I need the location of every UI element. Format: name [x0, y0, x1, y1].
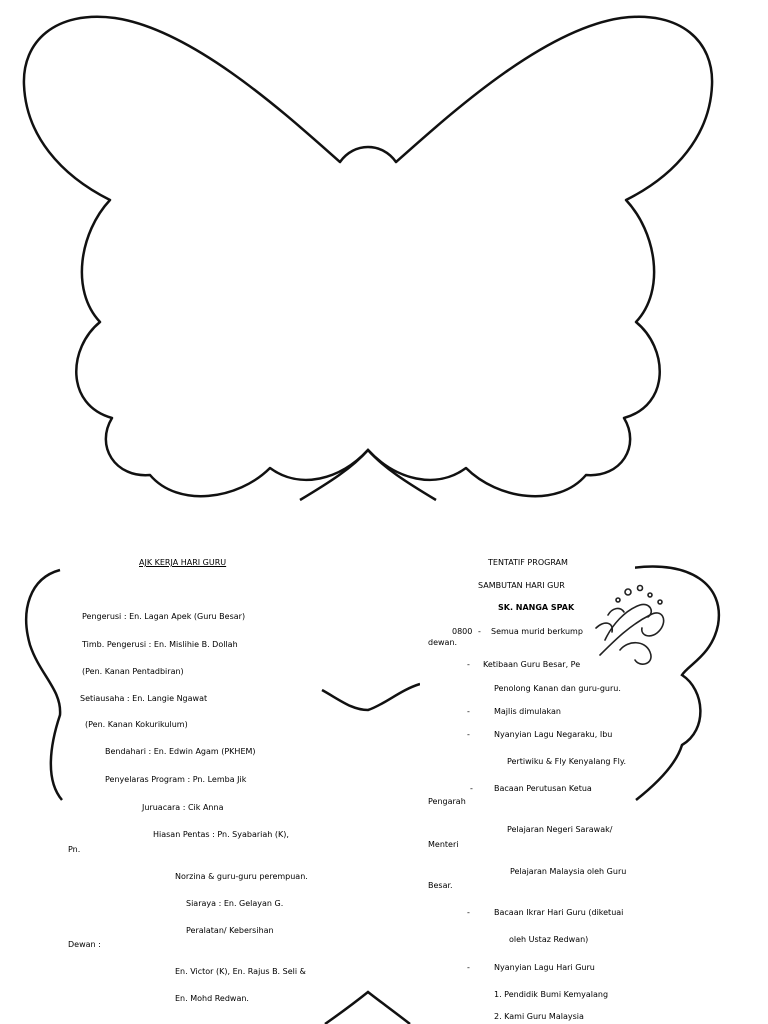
program-line: Pelajaran Malaysia oleh Guru	[510, 867, 627, 876]
program-line: dewan.	[428, 638, 458, 647]
program-dash: -	[470, 784, 473, 793]
ajk-line: Hiasan Pentas : Pn. Syabariah (K),	[153, 830, 289, 839]
program-title: TENTATIF PROGRAM	[488, 558, 568, 567]
program-subtitle: SAMBUTAN HARI GUR	[478, 581, 565, 590]
program-dash: -	[467, 707, 470, 716]
program-line: Semua murid berkump	[491, 627, 583, 636]
program-dash: -	[467, 660, 470, 669]
ajk-title: AJK KERJA HARI GURU	[139, 558, 227, 567]
program-school: SK. NANGA SPAK	[498, 603, 575, 612]
ajk-line: Penyelaras Program : Pn. Lemba Jik	[105, 775, 247, 784]
program-dash: -	[467, 730, 470, 739]
butterfly-small-left-wing	[26, 570, 62, 800]
program-line: Pelajaran Negeri Sarawak/	[507, 825, 613, 834]
ajk-line: (Pen. Kanan Kokurikulum)	[85, 720, 188, 729]
ajk-line: En. Victor (K), En. Rajus B. Seli &	[175, 967, 306, 976]
butterfly-inner-notch	[300, 450, 436, 500]
ajk-line: Pn.	[68, 845, 81, 854]
ajk-line: Bendahari : En. Edwin Agam (PKHEM)	[105, 747, 256, 756]
ajk-line: Peralatan/ Kebersihan	[186, 926, 274, 935]
program-line: Pengarah	[428, 797, 466, 806]
ajk-line: Dewan :	[68, 940, 101, 949]
program-dash: -	[478, 627, 481, 636]
program-line: Besar.	[428, 881, 453, 890]
ajk-line: Pengerusi : En. Lagan Apek (Guru Besar)	[82, 612, 246, 621]
program-line: 2. Kami Guru Malaysia	[494, 1012, 584, 1021]
ajk-line: Timb. Pengerusi : En. Mislihie B. Dollah	[82, 640, 238, 649]
program-line: Majlis dimulakan	[494, 707, 561, 716]
program-line: Nyanyian Lagu Negaraku, Ibu	[494, 730, 613, 739]
program-line: oleh Ustaz Redwan)	[509, 935, 589, 944]
program-line: Bacaan Ikrar Hari Guru (diketuai	[494, 908, 624, 917]
program-dash: -	[467, 963, 470, 972]
program-time: 0800	[452, 627, 473, 636]
ajk-line: En. Mohd Redwan.	[175, 994, 249, 1003]
butterfly-small-right-wing	[632, 567, 719, 800]
ajk-line: Setiausaha : En. Langie Ngawat	[80, 694, 208, 703]
ajk-line: Siaraya : En. Gelayan G.	[186, 899, 284, 908]
program-line: Nyanyian Lagu Hari Guru	[494, 963, 595, 972]
butterfly-outline	[24, 17, 712, 496]
program-dash: -	[467, 908, 470, 917]
program-line: 1. Pendidik Bumi Kemyalang	[494, 990, 609, 999]
ajk-line: Norzina & guru-guru perempuan.	[175, 872, 308, 881]
program-line: Bacaan Perutusan Ketua	[494, 784, 592, 793]
ajk-line: Juruacara : Cik Anna	[142, 803, 224, 812]
butterfly-small-bottom	[325, 992, 410, 1024]
program-line: Menteri	[428, 840, 459, 849]
program-line: Pertiwiku & Fly Kenyalang Fly.	[507, 757, 627, 766]
butterfly-small-body-curve	[322, 684, 420, 710]
ajk-line: (Pen. Kanan Pentadbiran)	[82, 667, 184, 676]
program-line: Penolong Kanan dan guru-guru.	[494, 684, 621, 693]
program-line: Ketibaan Guru Besar, Pe	[483, 660, 581, 669]
